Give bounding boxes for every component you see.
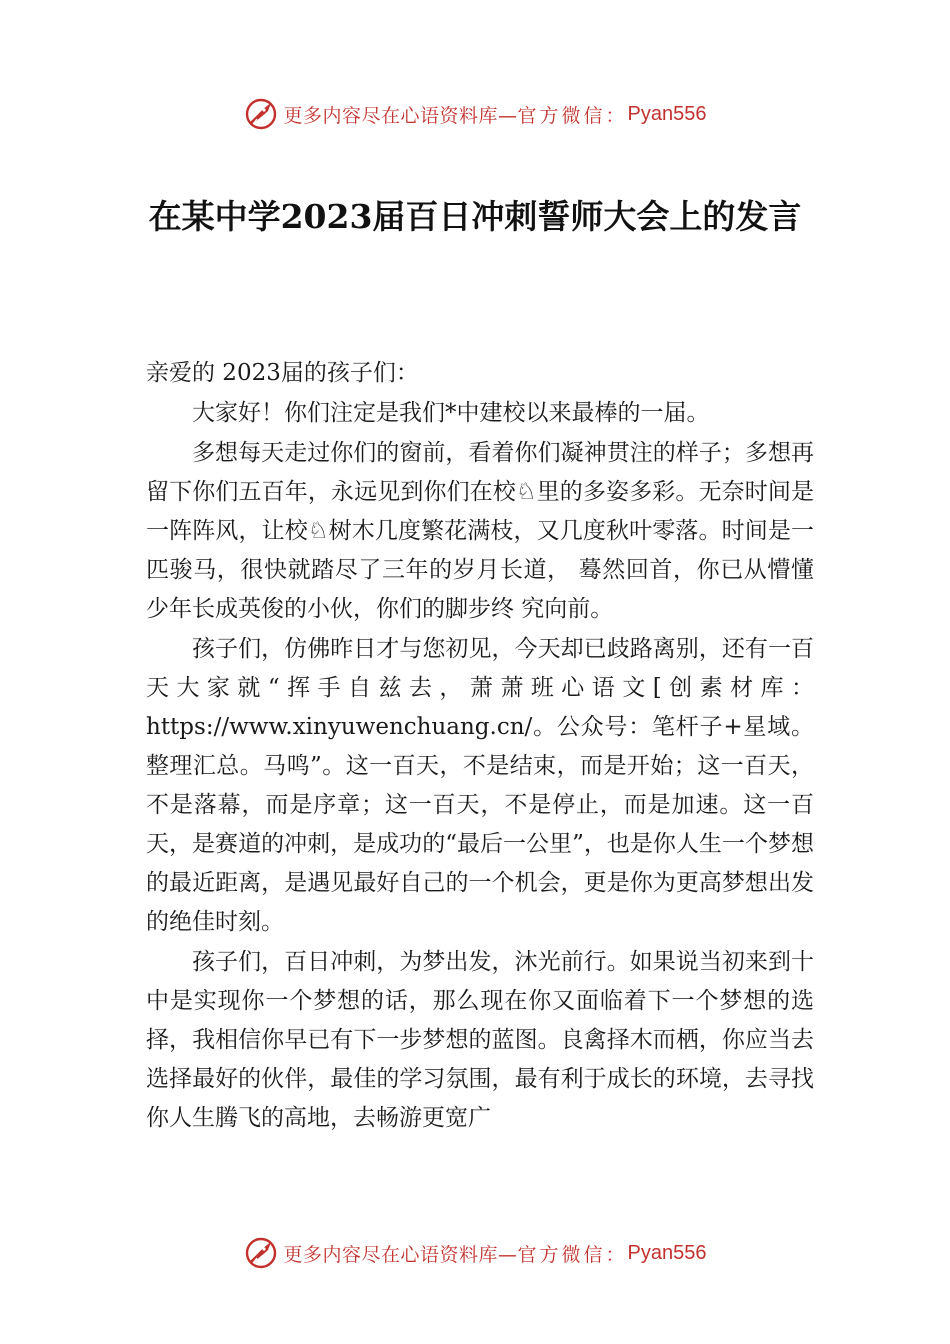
document-title: 在某中学2023届百日冲刺誓师大会上的发言 <box>148 197 802 236</box>
document-body <box>146 354 814 1139</box>
paragraph-1: 大家好！你们注定是我们*中建校以来最棒的一届。 <box>192 400 710 426</box>
salutation: 亲爱的 2023届的孩子们： <box>146 360 419 386</box>
banner-text: 更多内容尽在心语资料库— <box>283 1243 518 1266</box>
pen-nib-logo-icon <box>244 97 278 131</box>
banner-text: 更多内容尽在心语资料库— <box>283 104 518 127</box>
banner-wechat-id: Pyan556 <box>627 102 707 125</box>
footer-banner <box>0 1233 950 1273</box>
paragraph-4: 孩子们，百日冲刺，为梦出发，沐光前行。如果说当初来到十中是实现你一个梦想的话，那么现在你又面临着下一个梦想的选择，我相信你早已有下一步梦想的蓝图。良禽择木而栖，你应当去选择最好的伙伴，最佳的学习氛围，最有利于成长的环境，去寻找你人生腾飞的高地，去畅游更宽广 <box>146 949 814 1131</box>
paragraph-3: 孩子们，仿佛昨日才与您初见，今天却已歧路离别，还有一百天大家就“挥手自兹去，萧萧班心语文[创素材库：https://www.xinyuwenchuang.cn/。公众号：笔杆子+星域。整理汇总。马鸣”。这一百天，不是结束，而是开始；这一百天，不是落幕，而是序章；这一百天，不是停止，而是加速。这一百天，是赛道的冲刺，是成功的“最后一公里”，也是你人生一个梦想的最近距离，是遇见最好自己的一个机会，更是你为更高梦想出发的绝佳时刻。 <box>146 636 814 935</box>
header-banner <box>0 94 950 134</box>
paragraph-2: 多想每天走过你们的窗前，看着你们凝神贯注的样子；多想再留下你们五百年，永远见到你们在校♘里的多姿多彩。无奈时间是一阵阵风，让校♘树木几度繁花满枝，又几度秋叶零落。时间是一匹骏马，很快就踏尽了三年的岁月长道， 蓦然回首，你已从懵懂少年长成英俊的小伙，你们的脚步终 究向前。 <box>146 440 814 622</box>
banner-wechat-label: 官方微信： <box>517 1243 628 1266</box>
pen-nib-logo-icon <box>244 1236 278 1270</box>
banner-wechat-id: Pyan556 <box>627 1241 707 1264</box>
banner-wechat-label: 官方微信： <box>517 104 628 127</box>
